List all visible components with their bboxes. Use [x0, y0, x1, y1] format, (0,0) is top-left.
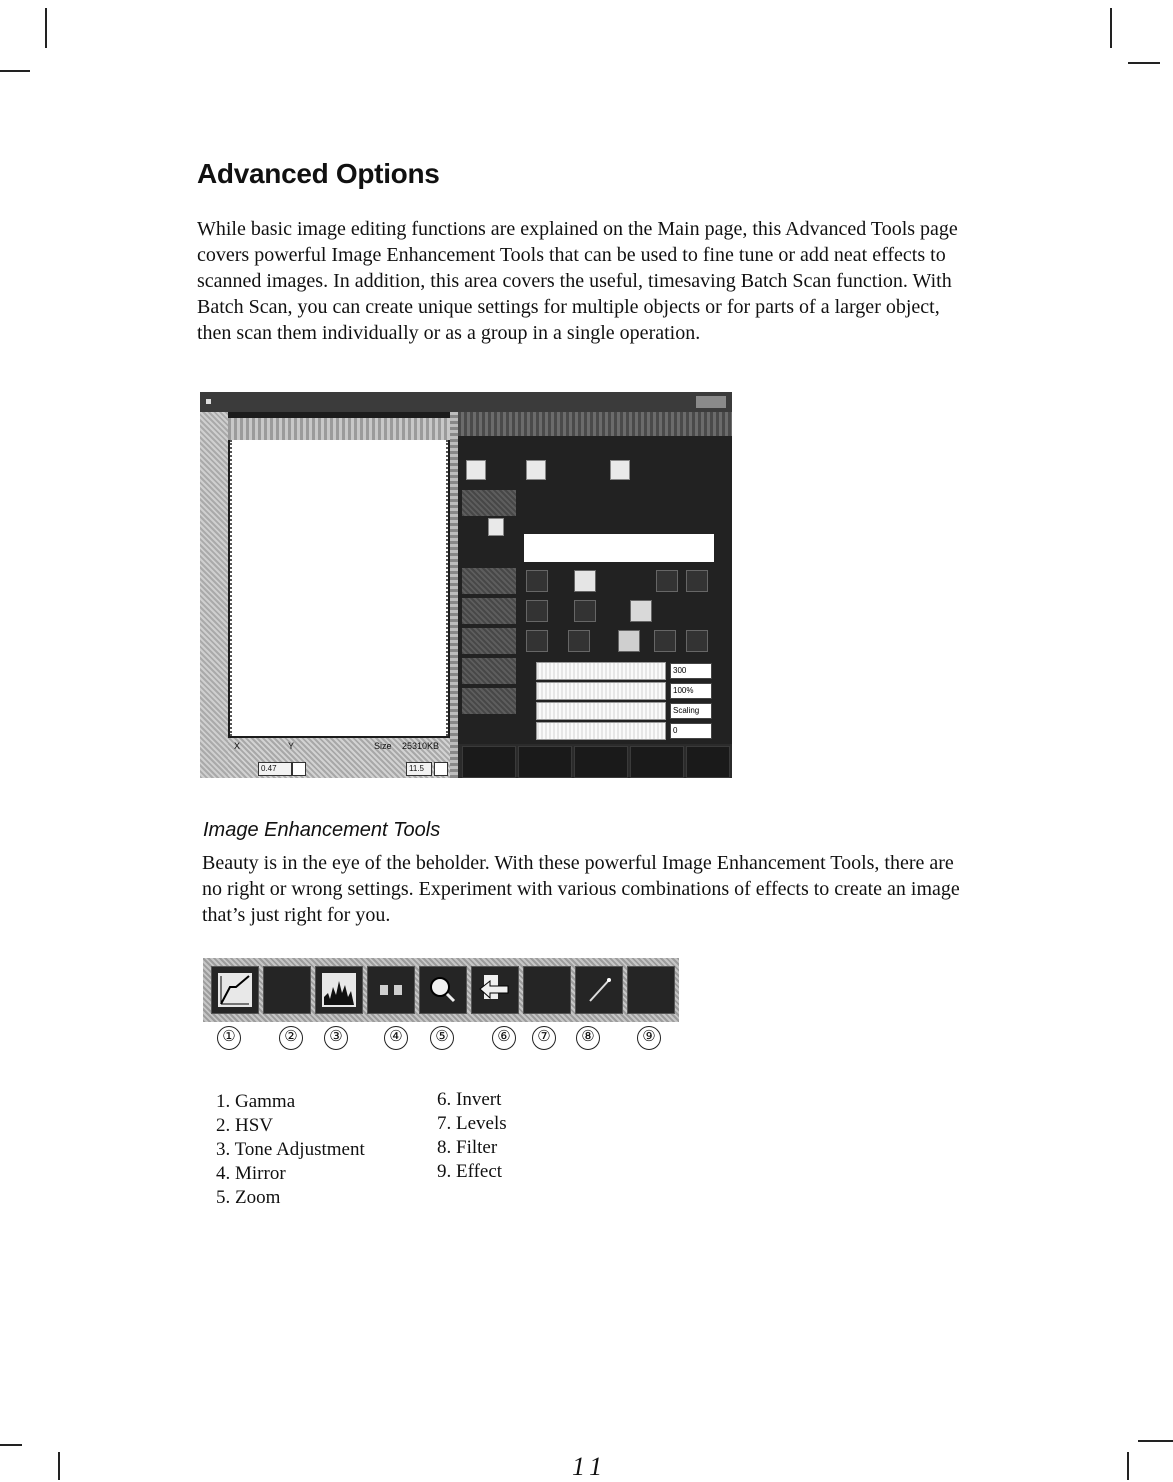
slider-value: 300 — [670, 663, 712, 679]
tool-list-right — [437, 1088, 507, 1184]
mode-icon — [526, 570, 548, 592]
batch-list-box — [524, 534, 714, 562]
intro-paragraph: While basic image editing functions are explained on the Main page, this Advanced Tools page covers powerful Image Enhancement Tools that can be used to fine tune or add neat effects to scanned images. In addition, this area covers the useful, timesaving Batch Scan function. With Batch Scan, you can create unique settings for multiple objects or for parts of a larger object, then scan them individually or as a group in a single operation. — [197, 218, 958, 344]
preview-top-ruler — [228, 418, 450, 440]
bottom-tab — [574, 746, 628, 778]
left-ruler — [200, 412, 228, 778]
crop-mark — [1127, 1452, 1129, 1480]
section-subheading: Image Enhancement Tools — [203, 819, 441, 841]
bottom-tab — [630, 746, 684, 778]
callout-5: ⑤ — [430, 1026, 454, 1050]
crop-mark — [58, 1452, 60, 1480]
window-buttons — [696, 396, 726, 408]
list-item: 5. Zoom — [216, 1187, 281, 1208]
callout-1: ① — [217, 1026, 241, 1050]
scale-slider — [536, 682, 666, 700]
advanced-tools-screenshot — [200, 392, 732, 778]
slider-value: 100% — [670, 683, 712, 699]
tone-tool-icon — [526, 460, 546, 480]
color-icon — [574, 570, 596, 592]
panel-divider — [450, 412, 458, 778]
option-icon — [618, 630, 640, 652]
list-item: 8. Filter — [437, 1137, 498, 1158]
tool-list-left — [216, 1090, 365, 1210]
settings-icon — [686, 570, 708, 592]
enhancement-toolbar — [203, 958, 679, 1022]
side-tab — [462, 598, 516, 624]
y-field-button — [434, 762, 448, 776]
slider-value: 0 — [670, 723, 712, 739]
crop-mark — [1128, 62, 1160, 64]
preview-area — [230, 440, 448, 736]
status-size-label: Size — [374, 741, 392, 751]
mirror-icon — [367, 966, 415, 1014]
settings-icon — [656, 570, 678, 592]
filter-icon — [575, 966, 623, 1014]
y-field: 11.5 — [406, 762, 432, 776]
crop-mark — [1110, 8, 1112, 48]
side-tab — [462, 628, 516, 654]
tone-adjustment-icon — [315, 966, 363, 1014]
gamma-tool-icon — [466, 460, 486, 480]
zoom-icon — [419, 966, 467, 1014]
list-item: 9. Effect — [437, 1161, 503, 1182]
list-item: 7. Levels — [437, 1113, 507, 1134]
side-tab — [462, 568, 516, 594]
gamma-icon — [211, 966, 259, 1014]
option-icon — [686, 630, 708, 652]
levels-icon — [523, 966, 571, 1014]
scaling-slider — [536, 702, 666, 720]
crop-mark — [0, 70, 30, 72]
callout-8: ⑧ — [576, 1026, 600, 1050]
list-item: 6. Invert — [437, 1089, 502, 1110]
option-icon — [526, 600, 548, 622]
window-titlebar — [200, 392, 732, 412]
option-icon — [526, 630, 548, 652]
top-toolbar — [458, 412, 732, 436]
page-title: Advanced Options — [197, 158, 440, 189]
slider-value: Scaling — [670, 703, 712, 719]
status-y-label: Y — [288, 741, 295, 751]
invert-tool-icon — [610, 460, 630, 480]
list-item: 4. Mirror — [216, 1163, 286, 1184]
batch-tool-icon — [488, 518, 504, 536]
callout-7: ⑦ — [532, 1026, 556, 1050]
effect-icon — [627, 966, 675, 1014]
option-icon — [568, 630, 590, 652]
status-x-label: X — [234, 741, 241, 751]
option-icon — [574, 600, 596, 622]
bottom-tab — [518, 746, 572, 778]
crop-mark — [0, 1444, 22, 1446]
crop-mark — [1138, 1440, 1173, 1442]
list-item: 3. Tone Adjustment — [216, 1139, 365, 1160]
option-icon — [630, 600, 652, 622]
crop-mark — [45, 8, 47, 48]
callout-3: ③ — [324, 1026, 348, 1050]
side-tab — [462, 688, 516, 714]
callout-2: ② — [279, 1026, 303, 1050]
threshold-slider — [536, 722, 666, 740]
x-field-button — [292, 762, 306, 776]
page-number: 11 — [572, 1452, 609, 1481]
enhancement-paragraph: Beauty is in the eye of the beholder. With these powerful Image Enhancement Tools, there are no right or wrong settings. Experiment with various combinations of effects to create an image that’s just right for you. — [202, 852, 960, 926]
bottom-tab — [686, 746, 730, 778]
system-menu-icon — [206, 399, 211, 404]
bottom-tab — [462, 746, 516, 778]
callout-9: ⑨ — [637, 1026, 661, 1050]
resolution-slider — [536, 662, 666, 680]
invert-icon — [471, 966, 519, 1014]
callout-4: ④ — [384, 1026, 408, 1050]
option-icon — [654, 630, 676, 652]
side-tab — [462, 490, 516, 516]
x-field: 0.47 — [258, 762, 292, 776]
status-labels — [234, 741, 450, 753]
bottom-tabs — [458, 744, 732, 778]
side-tab — [462, 658, 516, 684]
list-item: 2. HSV — [216, 1115, 274, 1136]
status-filesize: 25310KB — [402, 741, 440, 751]
callout-6: ⑥ — [492, 1026, 516, 1050]
hsv-icon — [263, 966, 311, 1014]
list-item: 1. Gamma — [216, 1091, 296, 1112]
